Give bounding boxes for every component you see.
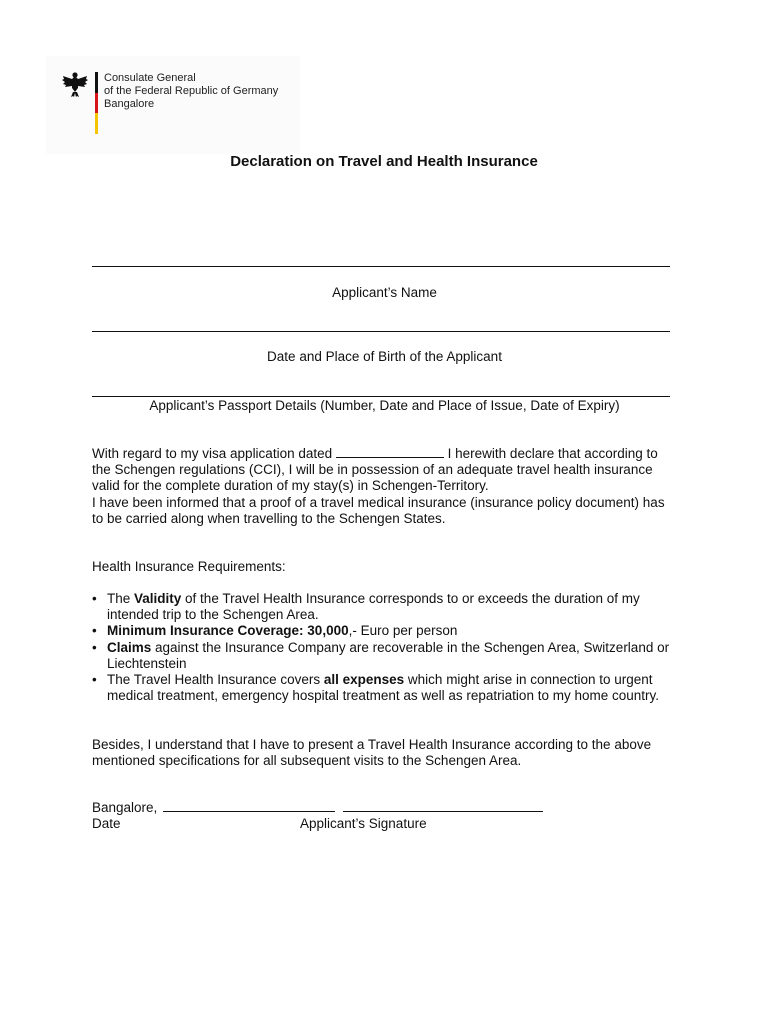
letterhead-line-1: Consulate General bbox=[104, 72, 196, 84]
declaration-paragraph-1: With regard to my visa application dated I herewith declare that according to the Schengen regulations (CCI), I will be in possession of an adequate travel health insurance valid for the complete duration of my stay(s) in Schengen-Territory. bbox=[92, 446, 658, 494]
letterhead bbox=[46, 56, 300, 154]
signature-label: Applicant’s Signature bbox=[300, 816, 427, 831]
applicant-name-label: Applicant’s Name bbox=[332, 285, 437, 300]
flag-bar bbox=[95, 72, 98, 134]
requirements-heading: Health Insurance Requirements: bbox=[92, 559, 286, 574]
application-date-blank bbox=[336, 446, 444, 458]
letterhead-line-2: of the Federal Republic of Germany bbox=[104, 85, 279, 97]
requirements-list bbox=[92, 591, 677, 704]
declaration-paragraph-2: I have been informed that a proof of a travel medical insurance (insurance policy document) has to be carried along when travelling to the Schengen States. bbox=[92, 494, 665, 526]
place-label: Bangalore, bbox=[92, 800, 158, 815]
date-blank bbox=[163, 800, 335, 812]
requirements-section bbox=[92, 591, 677, 704]
letterhead-text bbox=[104, 72, 278, 111]
document-title: Declaration on Travel and Health Insurance bbox=[230, 153, 538, 170]
birth-details-line bbox=[92, 331, 670, 332]
applicant-name-line bbox=[92, 266, 670, 267]
passport-details-line bbox=[92, 396, 670, 397]
letterhead-line-3: Bangalore bbox=[104, 98, 155, 110]
date-label: Date bbox=[92, 816, 121, 831]
list-item: • The Validity of the Travel Health Insurance corresponds to or exceeds the duration of my intended trip to the Schengen Area. bbox=[92, 591, 640, 623]
passport-details-label: Applicant’s Passport Details (Number, Date and Place of Issue, Date of Expiry) bbox=[149, 398, 620, 413]
list-item: • Claims against the Insurance Company are recoverable in the Schengen Area, Switzerland or Liechtenstein bbox=[92, 639, 670, 671]
list-item: • The Travel Health Insurance covers all expenses which might arise in connection to urgent medical treatment, emergency hospital treatment as well as repatriation to my home country. bbox=[92, 672, 659, 704]
closing-paragraph: Besides, I understand that I have to present a Travel Health Insurance according to the above mentioned specifications for all subsequent visits to the Schengen Area. bbox=[92, 737, 652, 769]
federal-eagle-icon bbox=[62, 70, 88, 98]
signature-blank bbox=[343, 800, 543, 812]
signature-row bbox=[92, 800, 677, 816]
birth-details-label: Date and Place of Birth of the Applicant bbox=[267, 349, 502, 364]
declaration-text bbox=[92, 446, 677, 527]
list-item: • Minimum Insurance Coverage: 30,000,- Euro per person bbox=[92, 623, 458, 639]
